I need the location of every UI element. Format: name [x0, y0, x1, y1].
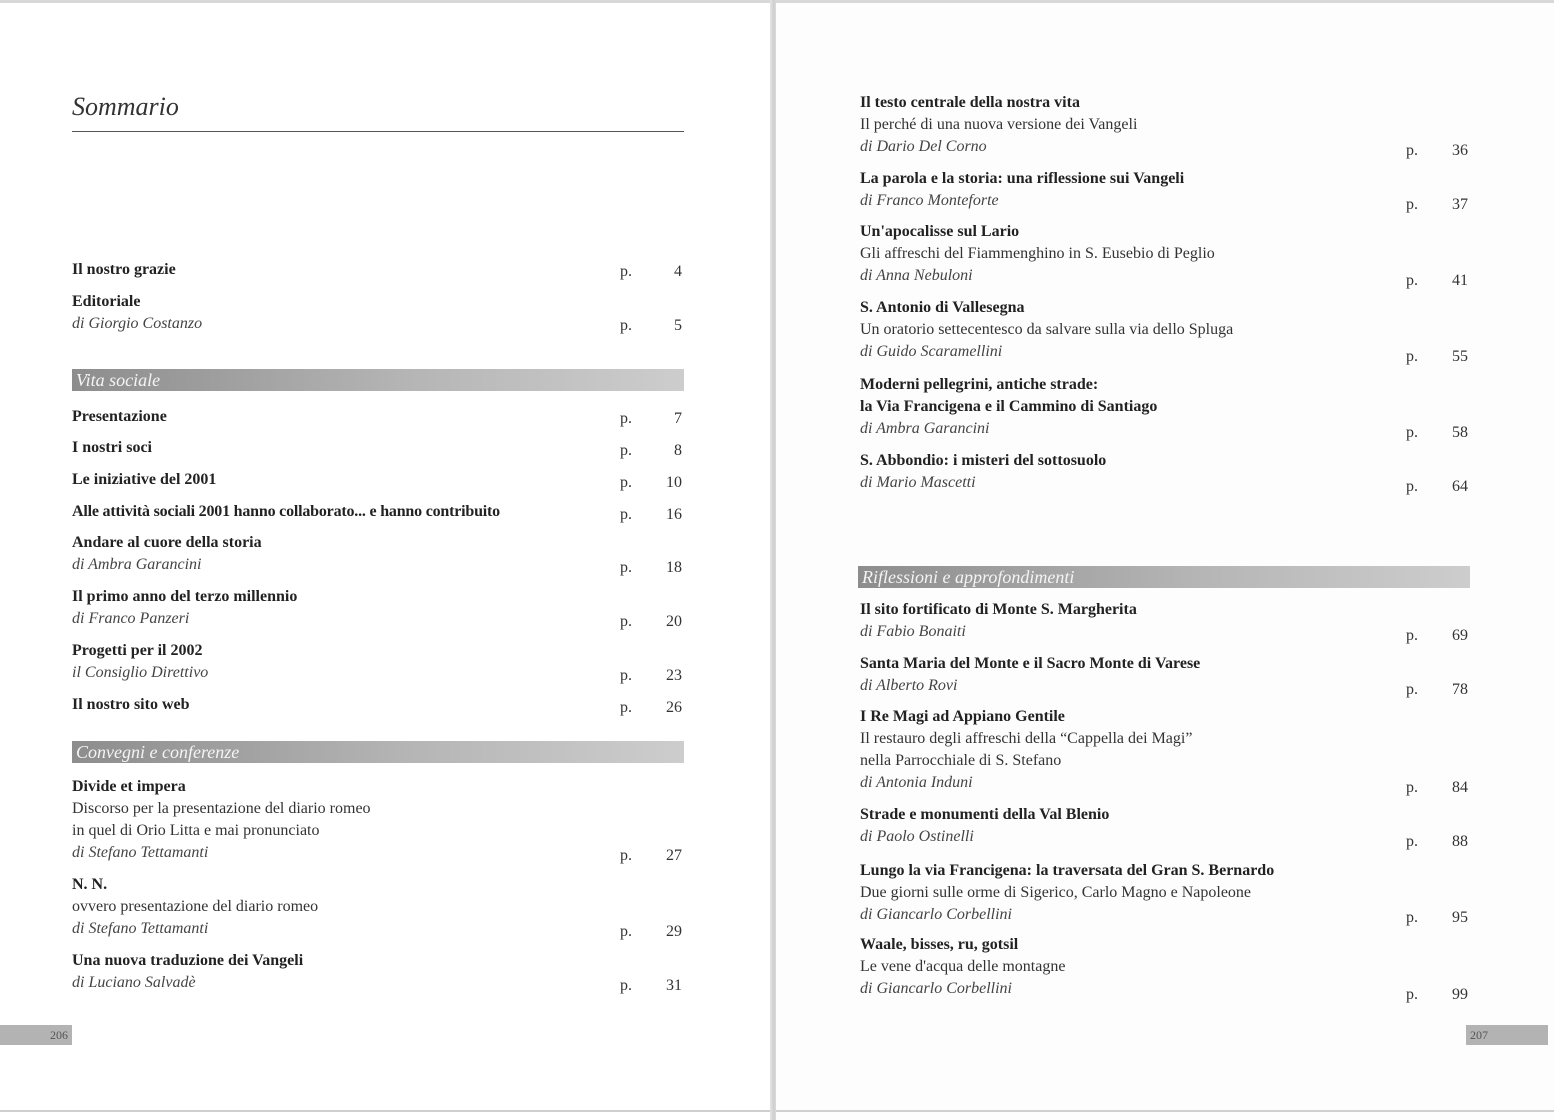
- page-label: p.: [1406, 272, 1418, 289]
- entry-title: Waale, bisses, ru, gotsil: [860, 936, 1019, 953]
- entry-page: [1406, 422, 1468, 444]
- page-label: p.: [620, 317, 632, 334]
- page-folio-left: [0, 1025, 72, 1045]
- entry-title: S. Antonio di Vallesegna: [860, 299, 1025, 316]
- page-label: p.: [1406, 627, 1418, 644]
- entry-author: di Stefano Tettamanti: [72, 844, 209, 861]
- page-number: 37: [1452, 196, 1468, 213]
- toc-entry: [860, 706, 1192, 794]
- entry-title: N. N.: [72, 876, 108, 893]
- entry-subtitle: in quel di Orio Litta e mai pronunciato: [72, 822, 320, 839]
- entry-author: di Dario Del Corno: [860, 138, 987, 155]
- page-number: 10: [666, 474, 682, 491]
- entry-title: Divide et impera: [72, 778, 186, 795]
- entry-subtitle: Due giorni sulle orme di Sigerico, Carlo Magno e Napoleone: [860, 884, 1252, 901]
- entry-author: di Luciano Salvadè: [72, 974, 196, 991]
- entry-page: [620, 261, 682, 283]
- top-edge-line: [776, 0, 1554, 3]
- entry-page: [620, 557, 682, 579]
- entry-page: [1406, 625, 1468, 647]
- entry-author: di Giancarlo Corbellini: [860, 906, 1012, 923]
- entry-author: di Giorgio Costanzo: [72, 315, 203, 332]
- entry-title: Le iniziative del 2001: [72, 471, 217, 488]
- section-heading-band: [72, 369, 684, 391]
- page-label: p.: [620, 613, 632, 630]
- toc-entry: [860, 860, 1274, 926]
- page-number: 7: [674, 410, 682, 427]
- entry-title: Il nostro sito web: [72, 696, 190, 713]
- entry-page: [620, 845, 682, 867]
- entry-title: Editoriale: [72, 293, 141, 310]
- toc-entry: [860, 92, 1137, 158]
- page-number: 18: [666, 559, 682, 576]
- page-label: p.: [620, 442, 632, 459]
- top-edge-line: [0, 0, 772, 3]
- page-number: 36: [1452, 142, 1468, 159]
- entry-subtitle: Discorso per la presentazione del diario romeo: [72, 800, 371, 817]
- entry-page: [620, 504, 682, 526]
- entry-page: [1406, 346, 1468, 368]
- page-label: p.: [1406, 779, 1418, 796]
- page-folio-right: [1466, 1025, 1548, 1045]
- entry-subtitle: Il perché di una nuova versione dei Vangeli: [860, 116, 1138, 133]
- page-label: p.: [1406, 424, 1418, 441]
- entry-author: il Consiglio Direttivo: [72, 664, 209, 681]
- entry-subtitle: Gli affreschi del Fiammenghino in S. Eusebio di Peglio: [860, 245, 1215, 262]
- entry-subtitle: Le vene d'acqua delle montagne: [860, 958, 1066, 975]
- entry-subtitle: ovvero presentazione del diario romeo: [72, 898, 319, 915]
- entry-page: [620, 921, 682, 943]
- entry-page: [620, 975, 682, 997]
- bottom-edge-line: [776, 1110, 1554, 1112]
- entry-title: Una nuova traduzione dei Vangeli: [72, 952, 304, 969]
- entry-page: [1406, 907, 1468, 929]
- entry-page: [620, 315, 682, 337]
- page-number: 99: [1452, 986, 1468, 1003]
- toc-entry: [72, 950, 303, 994]
- folio-number: 206: [50, 1028, 68, 1042]
- entry-title: Andare al cuore della storia: [72, 534, 262, 551]
- section-heading: Convegni e conferenze: [76, 742, 240, 762]
- toc-entry: [860, 450, 1106, 494]
- page-number: 55: [1452, 348, 1468, 365]
- page-label: p.: [620, 474, 632, 491]
- entry-page: [620, 408, 682, 430]
- toc-entry: [860, 374, 1157, 440]
- page-number: 4: [674, 263, 682, 280]
- entry-title: Il sito fortificato di Monte S. Margherita: [860, 601, 1137, 618]
- toc-entry: [860, 599, 1137, 643]
- page-label: p.: [620, 506, 632, 523]
- entry-title: Progetti per il 2002: [72, 642, 203, 659]
- page-number: 88: [1452, 833, 1468, 850]
- page-label: p.: [620, 559, 632, 576]
- page-number: 29: [666, 923, 682, 940]
- entry-page: [620, 697, 682, 719]
- toc-entry: [72, 501, 500, 523]
- page-label: p.: [1406, 681, 1418, 698]
- page-number: 58: [1452, 424, 1468, 441]
- toc-entry: [860, 804, 1109, 848]
- entry-title: I nostri soci: [72, 439, 152, 456]
- page-number: 20: [666, 613, 682, 630]
- entry-author: di Fabio Bonaiti: [860, 623, 966, 640]
- section-heading: Riflessioni e approfondimenti: [862, 567, 1075, 587]
- entry-page: [620, 665, 682, 687]
- toc-entry: [860, 934, 1065, 1000]
- toc-entry: [860, 653, 1200, 697]
- entry-title: Strade e monumenti della Val Blenio: [860, 806, 1110, 823]
- page-label: p.: [620, 263, 632, 280]
- section-heading-band: [72, 741, 684, 763]
- page-label: p.: [620, 847, 632, 864]
- title-rule: [72, 131, 684, 132]
- entry-author: di Franco Monteforte: [860, 192, 999, 209]
- page-number: 23: [666, 667, 682, 684]
- page-number: 26: [666, 699, 682, 716]
- entry-title: Il nostro grazie: [72, 261, 176, 278]
- toc-entry: [72, 776, 371, 864]
- entry-author: di Paolo Ostinelli: [860, 828, 974, 845]
- page-number: 41: [1452, 272, 1468, 289]
- page-label: p.: [620, 699, 632, 716]
- page-label: p.: [620, 923, 632, 940]
- entry-author: di Antonia Induni: [860, 774, 973, 791]
- toc-entry: [72, 874, 318, 940]
- page-label: p.: [1406, 142, 1418, 159]
- entry-subtitle: Un oratorio settecentesco da salvare sulla via dello Spluga: [860, 321, 1234, 338]
- entry-title: Il primo anno del terzo millennio: [72, 588, 298, 605]
- toc-entry: [72, 406, 167, 428]
- entry-title: Santa Maria del Monte e il Sacro Monte di Varese: [860, 655, 1201, 672]
- entry-title: Lungo la via Francigena: la traversata del Gran S. Bernardo: [860, 862, 1275, 879]
- entry-page: [1406, 984, 1468, 1006]
- entry-author: di Alberto Rovi: [860, 677, 958, 694]
- entry-title: Il testo centrale della nostra vita: [860, 94, 1080, 111]
- toc-entry: [860, 297, 1233, 363]
- entry-title: I Re Magi ad Appiano Gentile: [860, 708, 1065, 725]
- entry-page: [620, 472, 682, 494]
- entry-page: [1406, 777, 1468, 799]
- page-number: 5: [674, 317, 682, 334]
- entry-title: Alle attività sociali 2001 hanno collaborato... e hanno contribuito: [72, 503, 500, 520]
- toc-entry: [860, 168, 1184, 212]
- entry-author: di Giancarlo Corbellini: [860, 980, 1012, 997]
- toc-entry: [72, 532, 262, 576]
- page-label: p.: [1406, 478, 1418, 495]
- entry-author: di Ambra Garancini: [860, 420, 990, 437]
- entry-title: S. Abbondio: i misteri del sottosuolo: [860, 452, 1107, 469]
- entry-page: [1406, 194, 1468, 216]
- page-number: 69: [1452, 627, 1468, 644]
- toc-entry: [72, 640, 208, 684]
- entry-page: [1406, 270, 1468, 292]
- page-label: p.: [1406, 986, 1418, 1003]
- entry-page: [620, 611, 682, 633]
- page-number: 27: [666, 847, 682, 864]
- toc-entry: [72, 694, 190, 716]
- entry-author: di Stefano Tettamanti: [72, 920, 209, 937]
- entry-page: [1406, 679, 1468, 701]
- toc-entry: [72, 437, 152, 459]
- entry-author: di Guido Scaramellini: [860, 343, 1003, 360]
- page-label: p.: [1406, 196, 1418, 213]
- entry-subtitle: Il restauro degli affreschi della “Cappella dei Magi”: [860, 730, 1193, 747]
- page-number: 64: [1452, 478, 1468, 495]
- entry-author: di Anna Nebuloni: [860, 267, 973, 284]
- entry-author: di Ambra Garancini: [72, 556, 202, 573]
- entry-page: [1406, 831, 1468, 853]
- toc-entry: [72, 586, 297, 630]
- page-number: 78: [1452, 681, 1468, 698]
- entry-page: [1406, 476, 1468, 498]
- entry-page: [1406, 140, 1468, 162]
- page-number: 16: [666, 506, 682, 523]
- section-heading: Vita sociale: [76, 370, 161, 390]
- page-label: p.: [1406, 909, 1418, 926]
- entry-author: di Franco Panzeri: [72, 610, 190, 627]
- entry-title: Un'apocalisse sul Lario: [860, 223, 1020, 240]
- toc-entry: [72, 469, 216, 491]
- page-number: 31: [666, 977, 682, 994]
- toc-entry: [72, 291, 202, 335]
- page-label: p.: [1406, 833, 1418, 850]
- page-label: p.: [620, 410, 632, 427]
- page-number: 8: [674, 442, 682, 459]
- toc-entry: [860, 221, 1215, 287]
- entry-title: La parola e la storia: una riflessione sui Vangeli: [860, 170, 1185, 187]
- toc-title: Sommario: [72, 92, 179, 121]
- entry-title: Moderni pellegrini, antiche strade:: [860, 376, 1099, 393]
- entry-subtitle: nella Parrocchiale di S. Stefano: [860, 752, 1062, 769]
- page-label: p.: [1406, 348, 1418, 365]
- toc-entry: [72, 259, 176, 281]
- folio-number: 207: [1470, 1028, 1488, 1042]
- entry-title-line2: la Via Francigena e il Cammino di Santiago: [860, 398, 1158, 415]
- entry-title: Presentazione: [72, 408, 167, 425]
- left-page: [0, 0, 772, 1120]
- page-label: p.: [620, 977, 632, 994]
- page-number: 95: [1452, 909, 1468, 926]
- page-label: p.: [620, 667, 632, 684]
- bottom-edge-line: [0, 1110, 772, 1112]
- entry-page: [620, 440, 682, 462]
- page-number: 84: [1452, 779, 1468, 796]
- entry-author: di Mario Mascetti: [860, 474, 976, 491]
- section-heading-band: [858, 566, 1470, 588]
